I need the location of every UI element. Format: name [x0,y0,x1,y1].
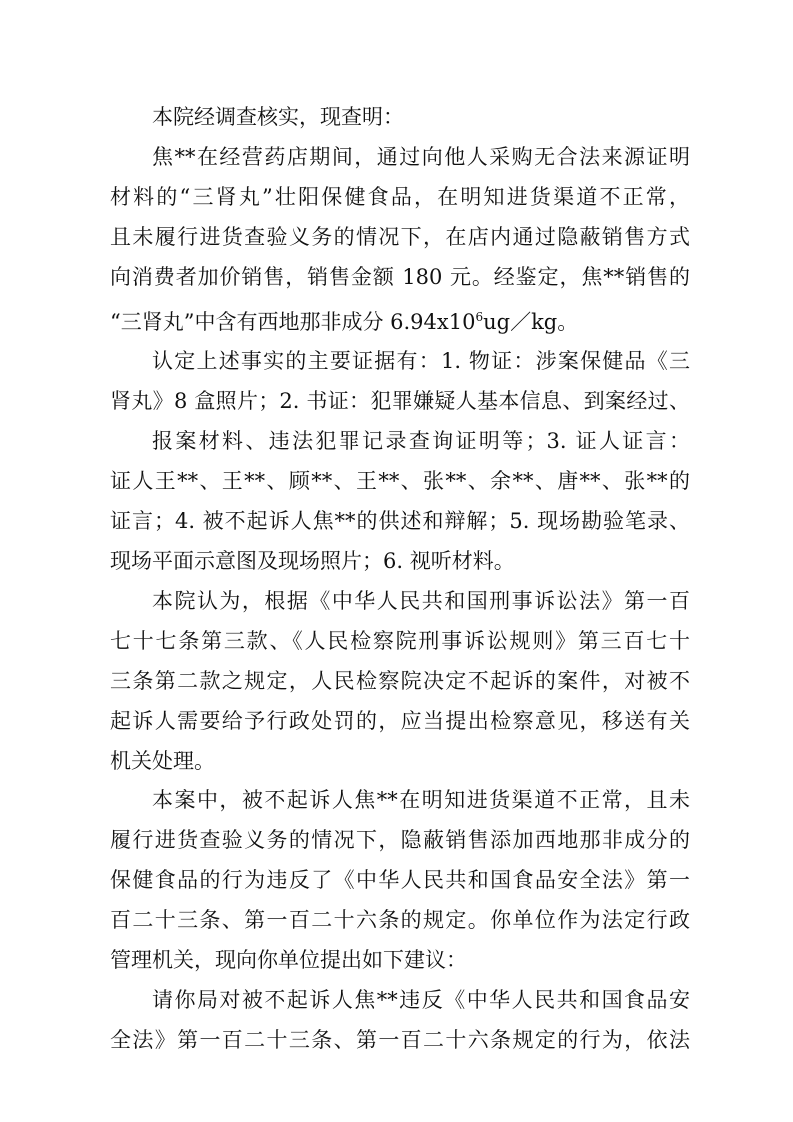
text-line: 焦**在经营药店期间，通过向他人采购无合法来源证明 [152,144,690,169]
text-line: 百二十三条、第一百二十六条的规定。你单位作为法定行政 [110,908,690,933]
text-line: 本院认为，根据《中华人民共和国刑事诉讼法》第一百 [152,588,690,613]
text-line: 全法》第一百二十三条、第一百二十六条规定的行为，依法 [110,1027,690,1052]
paragraph-evidence [110,342,690,581]
text-line: 认定上述事实的主要证据有：1. 物证：涉案保健品《三 [152,349,690,374]
text-line: 管理机关，现向你单位提出如下建议： [110,948,467,973]
text-line: 本院经调查核实，现查明： [152,105,404,129]
text-line-with-superscript [110,298,690,343]
paragraph-recommendation [110,981,690,1061]
text-line: 证言；4. 被不起诉人焦**的供述和辩解；5. 现场勘验笔录、 [110,509,690,534]
text-line: 保健食品的行为违反了《中华人民共和国食品安全法》第一 [110,868,690,893]
paragraph-facts [110,138,690,343]
text-line: 向消费者加价销售，销售金额 180 元。经鉴定，焦**销售的 [110,264,690,289]
text-line: 材料的“三肾丸”壮阳保健食品，在明知进货渠道不正常， [110,184,690,209]
text-line: 肾丸》8 盒照片；2. 书证：犯罪嫌疑人基本信息、到案经过、 [110,389,690,414]
text-line: 本案中，被不起诉人焦**在明知进货渠道不正常，且未 [152,788,690,813]
superscript-exponent: 6 [475,309,484,324]
text-line: 报案材料、违法犯罪记录查询证明等；3. 证人证言： [152,429,690,454]
text-line: 机关处理。 [110,748,215,773]
paragraph-findings-intro [110,98,690,138]
text-fragment: ug／kg。 [483,309,579,334]
paragraph-legal-basis [110,582,690,782]
text-line: 证人王**、王**、顾**、王**、张**、余**、唐**、张**的 [110,469,690,494]
text-line: 三条第二款之规定，人民检察院决定不起诉的案件，对被不 [110,668,690,693]
paragraph-violation [110,781,690,981]
text-fragment: “三肾丸”中含有西地那非成分 6.94x10 [110,309,476,334]
text-line: 请你局对被不起诉人焦**违反《中华人民共和国食品安 [152,987,690,1012]
text-line: 且未履行进货查验义务的情况下，在店内通过隐蔽销售方式 [110,224,690,249]
document-body [110,98,690,1061]
text-line: 现场平面示意图及现场照片；6. 视听材料。 [110,548,515,573]
text-line: 七十七条第三款、《人民检察院刑事诉讼规则》第三百七十 [110,628,690,653]
text-line: 履行进货查验义务的情况下，隐蔽销售添加西地那非成分的 [110,828,690,853]
text-line: 起诉人需要给予行政处罚的，应当提出检察意见，移送有关 [110,708,690,733]
